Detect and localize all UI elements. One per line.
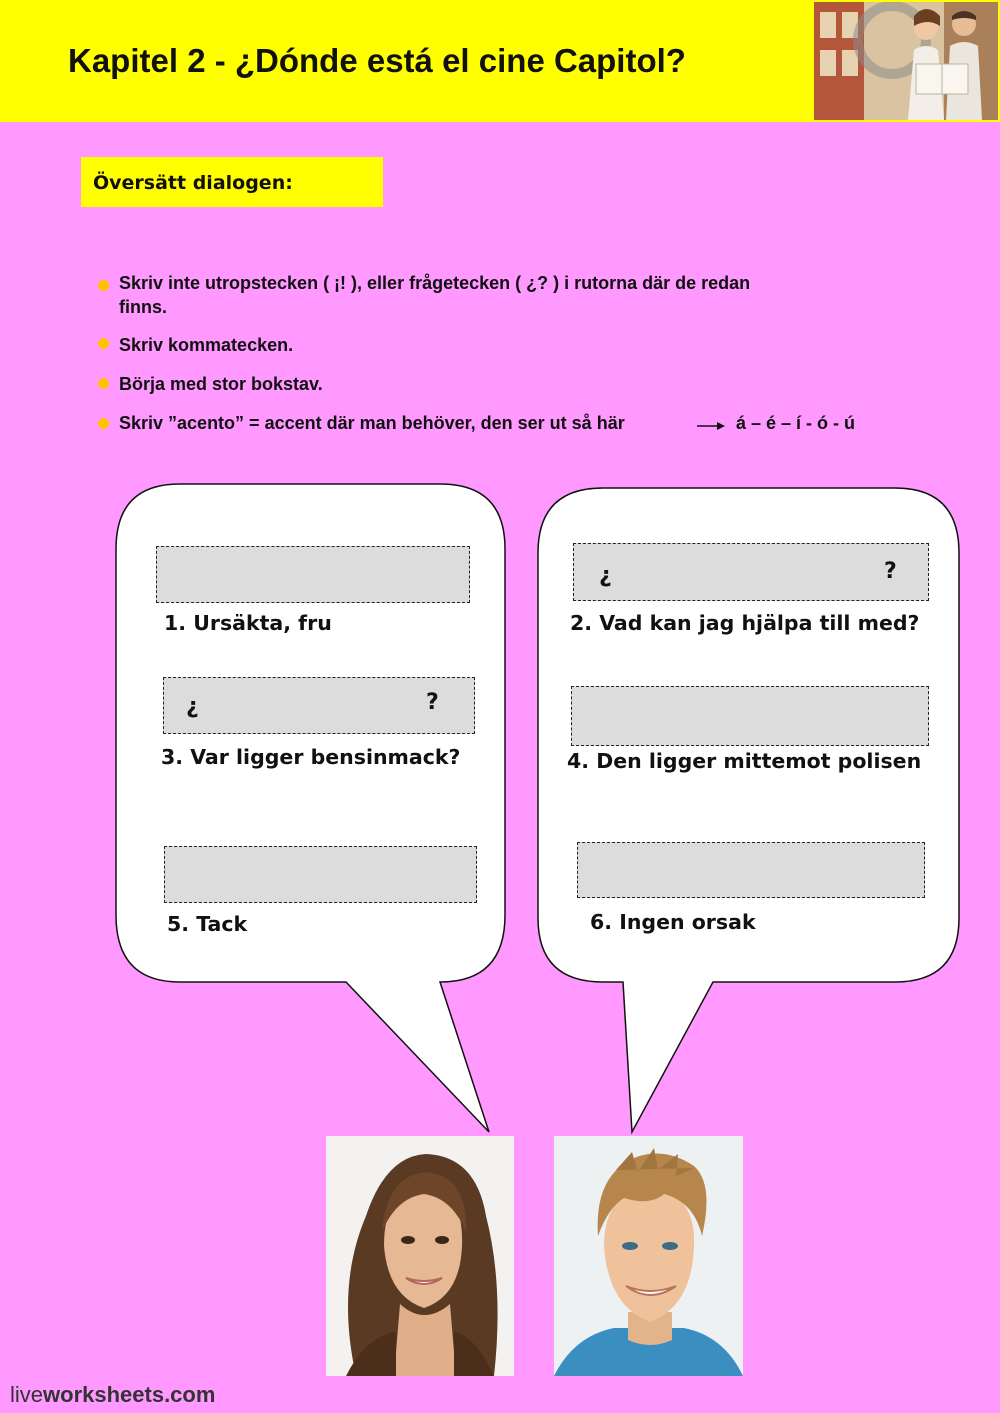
man-portrait bbox=[554, 1136, 743, 1376]
brand-logo-bold: worksheets.com bbox=[43, 1382, 216, 1407]
page-title: Kapitel 2 - ¿Dónde está el cine Capitol? bbox=[68, 42, 686, 79]
answer-field-4[interactable] bbox=[571, 686, 929, 746]
prompt-6: 6. Ingen orsak bbox=[590, 910, 756, 934]
instruction-label: Översätt dialogen: bbox=[93, 172, 293, 194]
answer-field-6[interactable] bbox=[577, 842, 925, 898]
bullet-text: Skriv inte utropstecken ( ¡! ), eller frågetecken ( ¿? ) i rutorna där de redan bbox=[119, 273, 751, 293]
open-question-mark: ¿ bbox=[599, 563, 612, 588]
answer-field-5[interactable] bbox=[164, 846, 477, 903]
answer-field-2[interactable] bbox=[573, 543, 929, 601]
prompt-1: 1. Ursäkta, fru bbox=[164, 611, 332, 635]
brand-logo bbox=[10, 1382, 215, 1408]
answer-field-1[interactable] bbox=[156, 546, 470, 603]
brand-logo-light: live bbox=[10, 1382, 44, 1407]
close-question-mark: ? bbox=[426, 690, 439, 715]
bullet-text: Skriv ”acento” = accent där man behöver, den ser ut så här bbox=[119, 413, 625, 433]
prompt-5: 5. Tack bbox=[167, 912, 248, 936]
open-question-mark: ¿ bbox=[186, 694, 199, 719]
close-question-mark: ? bbox=[884, 559, 897, 584]
bullet-text-continued: finns. bbox=[119, 297, 167, 317]
prompt-3: 3. Var ligger bensinmack? bbox=[161, 745, 461, 769]
bullet-text: Börja med stor bokstav. bbox=[119, 374, 323, 394]
prompt-2: 2. Vad kan jag hjälpa till med? bbox=[570, 611, 920, 635]
accent-letters: á – é – í - ó - ú bbox=[736, 413, 856, 433]
prompt-4: 4. Den ligger mittemot polisen bbox=[567, 749, 922, 773]
bullet-text: Skriv kommatecken. bbox=[119, 335, 294, 355]
woman-portrait bbox=[326, 1136, 514, 1376]
